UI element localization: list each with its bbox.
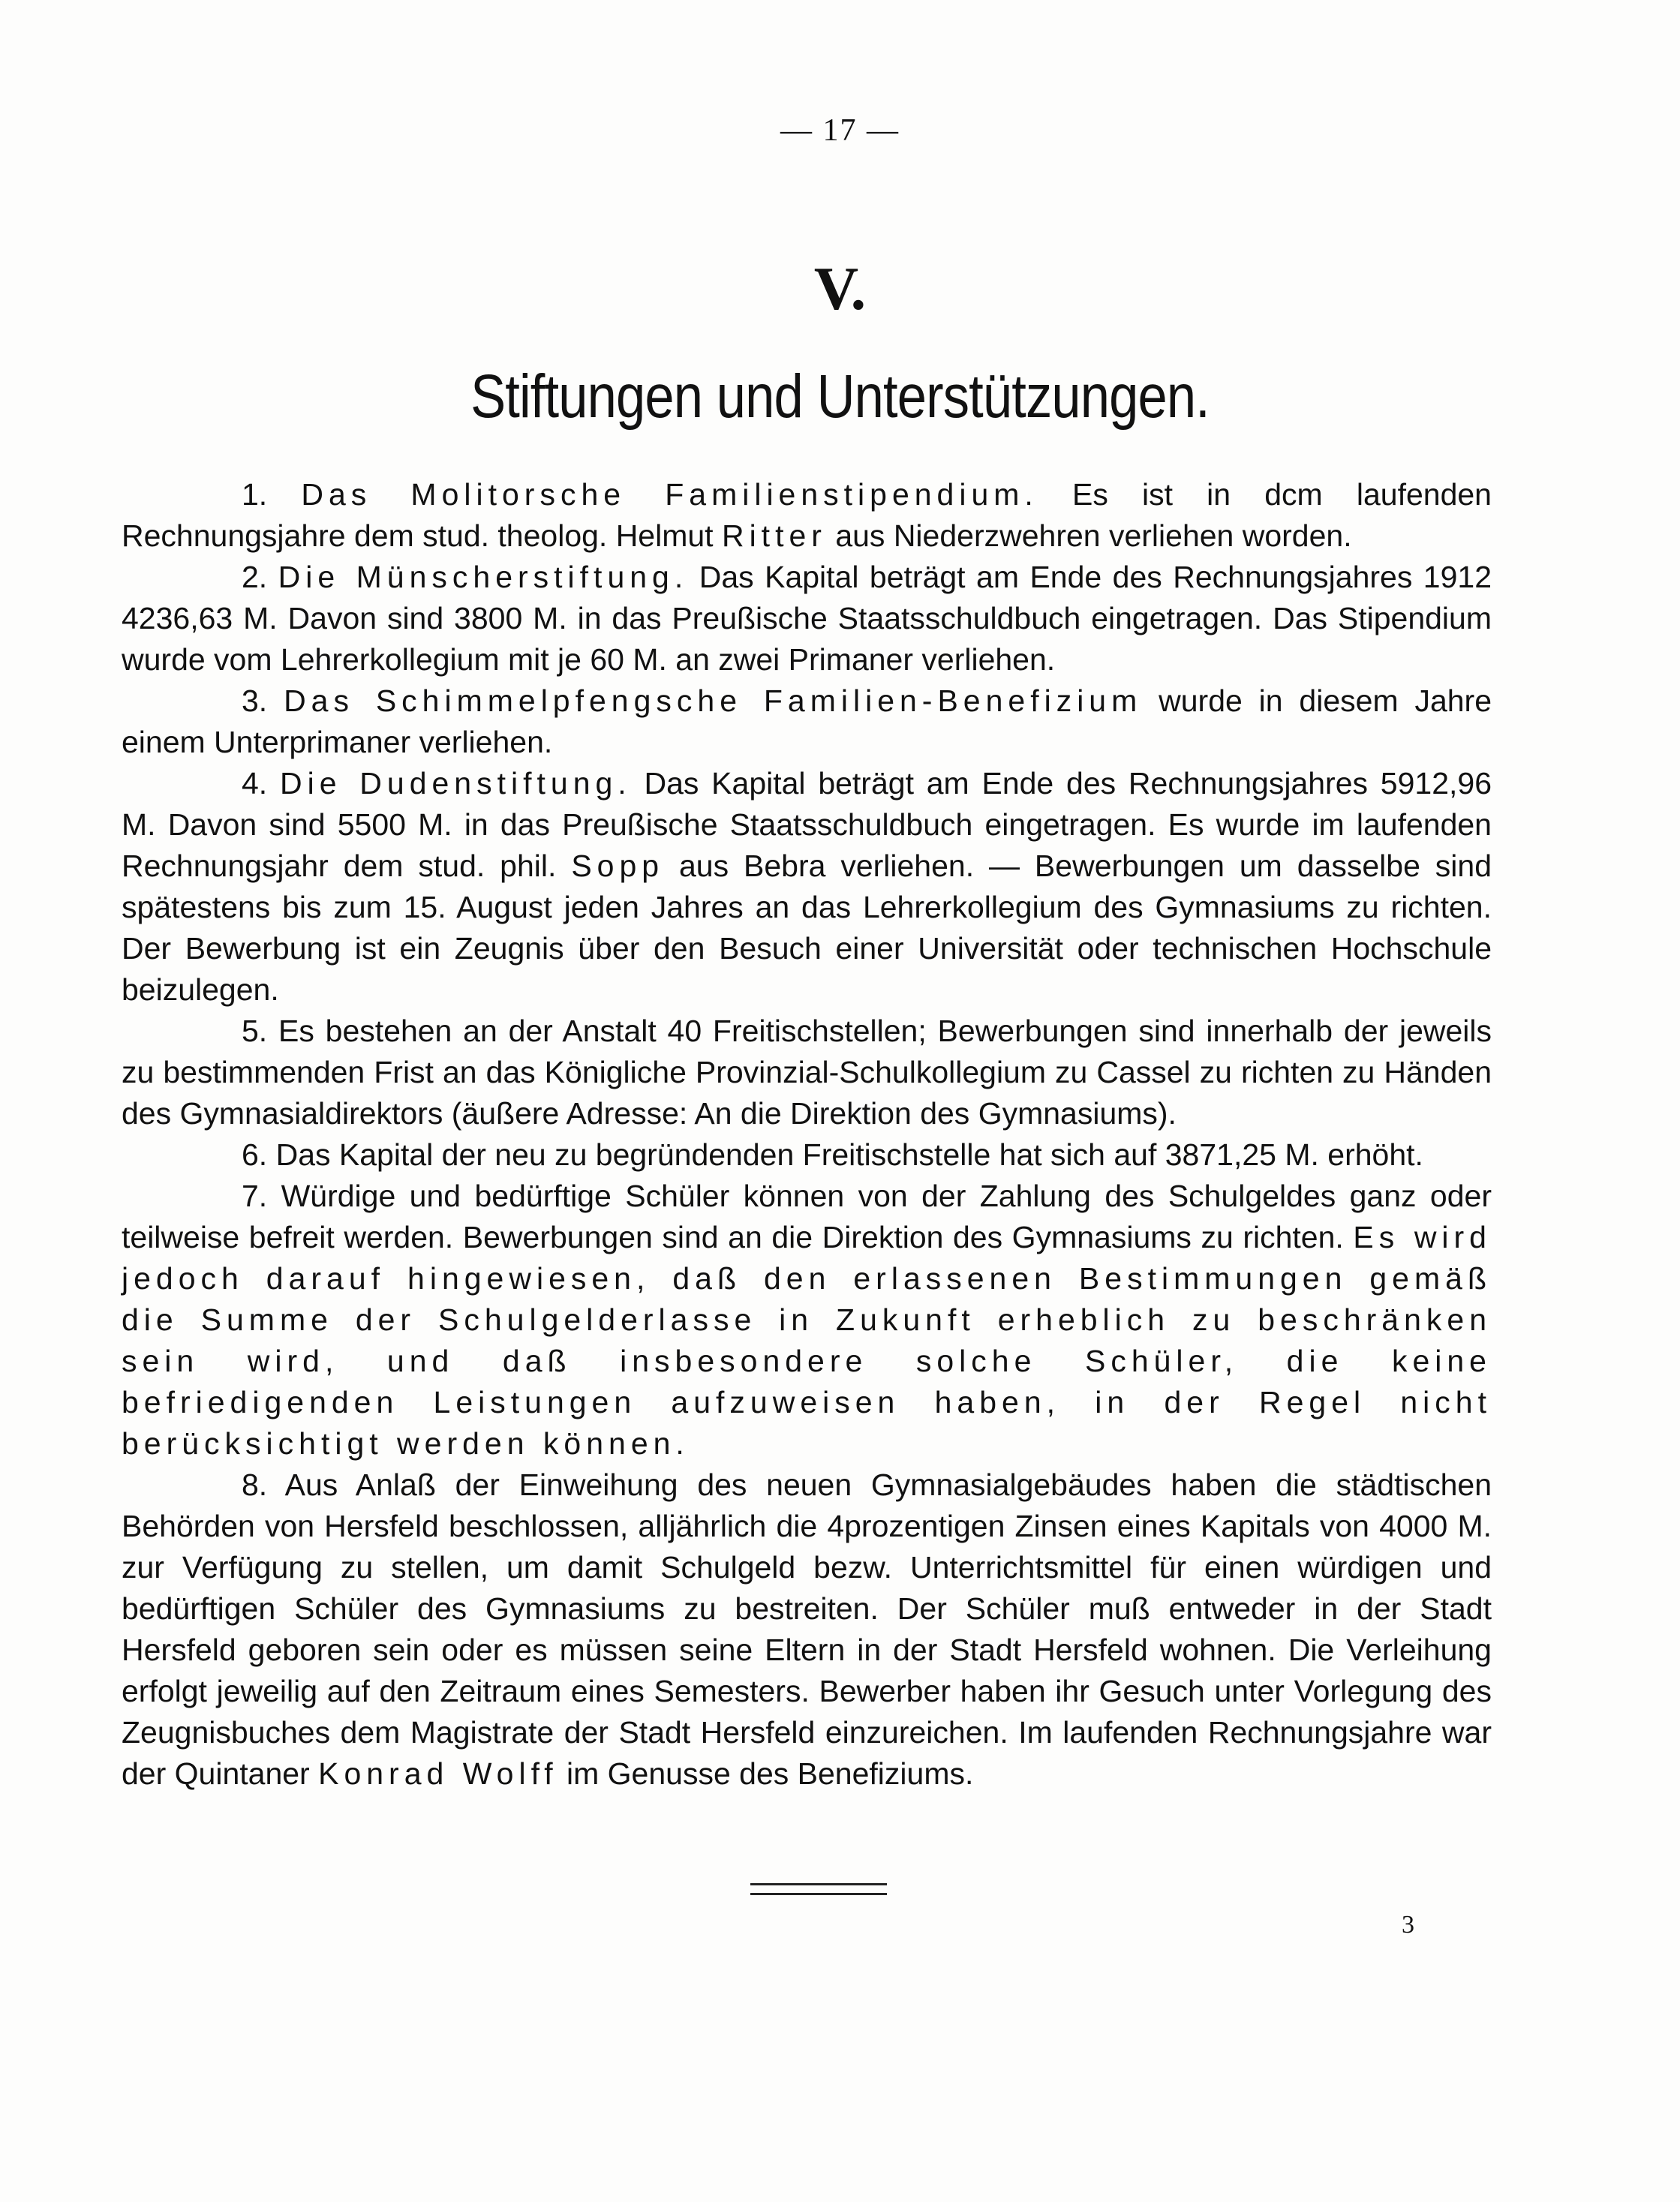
paragraph-2-lead: 2.: [242, 560, 278, 594]
paragraph-1-text-a: Es ist in dcm laufenden Rechnungsjahre dem stud. theolog. Helmut: [122, 477, 1492, 553]
paragraph-1: [122, 474, 1492, 557]
paragraph-8-text-b: im Genusse des Benefiziums.: [557, 1756, 974, 1791]
paragraph-8: [122, 1464, 1492, 1795]
paragraph-4: [122, 763, 1492, 1011]
paragraph-3: [122, 680, 1492, 763]
paragraph-1-text-b: aus Niederzwehren verliehen worden.: [826, 518, 1352, 553]
section-number: V.: [813, 254, 867, 323]
page-number: — 17 —: [780, 113, 900, 148]
paragraph-8-text-a: 8. Aus Anlaß der Einweihung des neuen Gymnasialgebäudes haben die städtischen Behörden von Hersfeld beschlossen, alljährlich die 4prozentigen Zinsen eines Kapitals von 4000 M. zur Verfügung zu stellen, um damit Schulgeld bezw. Unterrichtsmittel für einen würdigen und bedürftigen Schüler des Gymnasiums zu bestreiten. Der Schüler muß entweder in der Stadt Hersfeld geboren sein oder es müssen seine Eltern in der Stadt Hersfeld wohnen. Die Verleihung erfolgt jeweilig auf den Zeitraum eines Semesters. Bewerber haben ihr Gesuch unter Vorlegung des Zeugnisbuches dem Magistrate der Stadt Hersfeld einzureichen. Im laufenden Rechnungsjahre war der Quintaner: [122, 1467, 1492, 1791]
paragraph-3-foundation-name: Das Schimmelpfengsche Familien-Benefizium: [284, 683, 1143, 718]
paragraph-2-foundation-name: Die Münscherstiftung.: [278, 560, 689, 594]
paragraph-5: [122, 1011, 1492, 1134]
paragraph-6-text-a: 6. Das Kapital der neu zu begründenden Freitischstelle hat sich auf 3871,25 M. erhöht.: [242, 1137, 1423, 1172]
paragraph-3-lead: 3.: [242, 683, 284, 718]
paragraph-1-person-name: Ritter: [721, 518, 827, 553]
signature-mark: 3: [1402, 1911, 1414, 1939]
paragraph-3-text-a: wurde in diesem Jahre einem Unterprimaner verliehen.: [122, 683, 1492, 759]
paragraph-2-text-a: Das Kapital beträgt am Ende des Rechnungsjahres 1912 4236,63 M. Davon sind 3800 M. in das Preußische Staatsschuldbuch eingetragen. Das Stipendium wurde vom Lehrerkollegium mit je 60 M. an zwei Primaner verliehen.: [122, 560, 1492, 677]
paragraph-5-text-a: 5. Es bestehen an der Anstalt 40 Freitischstellen; Bewerbungen sind innerhalb der jeweils zu bestimmenden Frist an das Königliche Provinzial-Schulkollegium zu Cassel zu richten zu Händen des Gymnasialdirektors (äußere Adresse: An die Direktion des Gymnasiums).: [122, 1014, 1492, 1131]
paragraph-1-lead: 1.: [242, 477, 302, 512]
paragraph-4-foundation-name: Die Dudenstiftung.: [279, 766, 632, 801]
paragraph-8-person-name: Konrad Wolff: [318, 1756, 558, 1791]
paragraph-7: [122, 1176, 1492, 1464]
section-title: Stiftungen und Unterstützungen.: [470, 362, 1210, 431]
paragraph-7-text-a: 7. Würdige und bedürftige Schüler können von der Zahlung des Schulgeldes ganz oder teilweise befreit werden. Bewerbungen sind an die Direktion des Gymnasiums zu richten.: [122, 1179, 1492, 1254]
paragraph-2: [122, 557, 1492, 680]
body-text: [122, 474, 1492, 1795]
paragraph-4-text-a: Das Kapital beträgt am Ende des Rechnungsjahres 5912,96 M. Davon sind 5500 M. in das Preußische Staatsschuldbuch eingetragen. Es wurde im laufenden Rechnungsjahr dem stud. phil.: [122, 766, 1492, 883]
paragraph-4-person-name: Sopp: [571, 849, 665, 883]
paragraph-6: [122, 1134, 1492, 1176]
paragraph-7-emphasis: Es wird jedoch darauf hingewiesen, daß den erlassenen Bestimmungen gemäß die Summe der Schulgelderlasse in Zukunft erheblich zu beschränken sein wird, und daß insbesondere solche Schüler, die keine befriedigenden Leistungen aufzuweisen haben, in der Regel nicht berücksichtigt werden können.: [122, 1220, 1492, 1461]
paragraph-4-lead: 4.: [242, 766, 280, 801]
paragraph-1-foundation-name: Das Molitorsche Familienstipendium.: [301, 477, 1038, 512]
closing-double-rule: [750, 1883, 887, 1895]
paragraph-4-text-b: aus Bebra verliehen. — Bewerbungen um dasselbe sind spätestens bis zum 15. August jeden Jahres an das Lehrerkollegium des Gymnasiums zu richten. Der Bewerbung ist ein Zeugnis über den Besuch einer Universität oder technischen Hochschule beizulegen.: [122, 849, 1492, 1007]
